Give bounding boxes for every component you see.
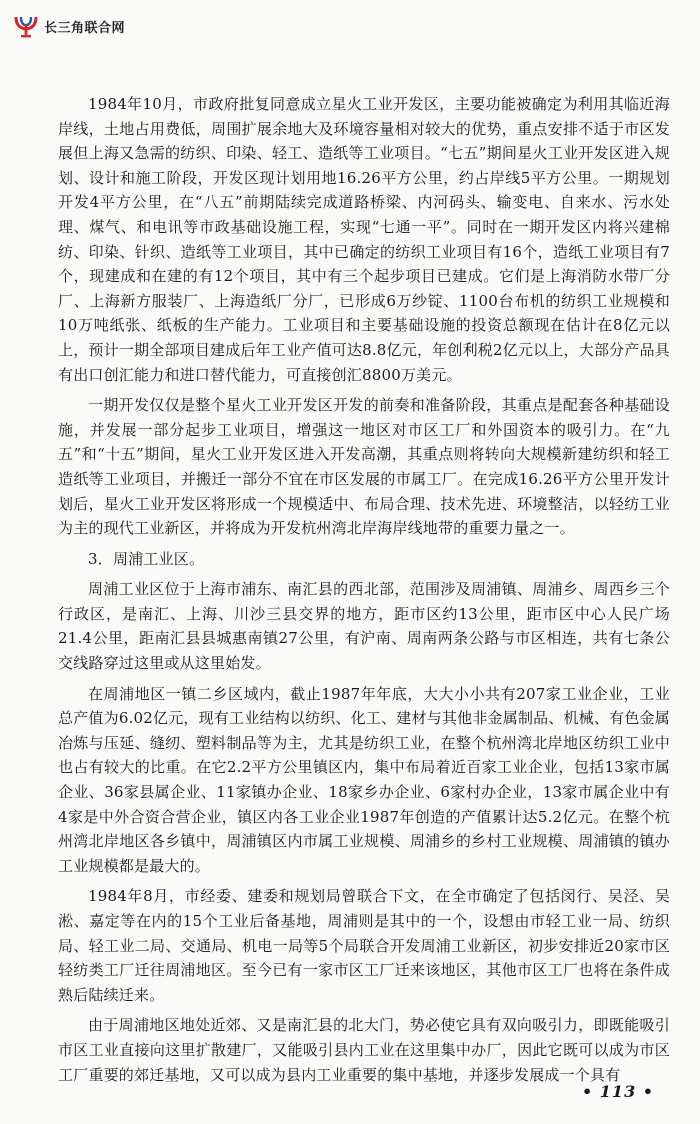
- paragraph: 由于周浦地区地处近郊、又是南汇县的北大门，势必使它具有双向吸引力，即既能吸引市区工业直接向这里扩散建厂，又能吸引县内工业在这里集中办厂，因此它既可以成为市区工厂重要的郊迁基地，又可以成为县内工业重要的集中基地，并逐步发展成一个具有: [58, 1016, 670, 1084]
- page-number: • 113 •: [582, 1082, 654, 1101]
- paragraph: 一期开发仅仅是整个星火工业开发区开发的前奏和准备阶段，其重点是配套各种基础设施，并发展一部分起步工业项目，增强这一地区对市区工厂和外国资本的吸引力。在“九五”和“十五”期间，星火工业开发区进入开发高潮，其重点则将转向大规模新建纺织和轻工造纸等工业项目，并搬迁一部分不宜在市区发展的市属工厂。在完成16.26平方公里开发计划后，星火工业开发区将形成一个规模适中、布局合理、技术先进、环境整洁，以轻纺工业为主的现代工业新区，并将成为开发杭州湾北岸海岸线地带的重要力量之一。: [58, 396, 670, 538]
- site-name: 长三角联合网: [44, 20, 126, 36]
- site-header: [12, 12, 125, 40]
- sanjiao-network-logo-icon: [12, 12, 40, 40]
- paragraph: 1984年10月，市政府批复同意成立星火工业开发区，主要功能被确定为利用其临近海岸线，土地占用费低，周围扩展余地大及环境容量相对较大的优势，重点安排不适于市区发展但上海又急需的纺织、印染、轻工、造纸等工业项目。“七五”期间星火工业开发区进入规划、设计和施工阶段，开发区现计划用地16.26平方公里，约占岸线5平方公里。一期规划开发4平方公里，在“八五”前期陆续完成道路桥梁、内河码头、输变电、自来水、污水处理、煤气、和电讯等市政基础设施工程，实现“七通一平”。同时在一期开发区内将兴建棉纺、印染、针织、造纸等工业项目，其中已确定的纺织工业项目有16个，造纸工业项目有7个，现建成和在建的有12个项目，其中有三个起步项目已建成。它们是上海消防水带厂分厂、上海新方服装厂、上海造纸厂分厂，已形成6万纱锭、1100台布机的纺织工业规模和10万吨纸张、纸板的生产能力。工业项目和主要基础设施的投资总额现在估计在8亿元以上，预计一期全部项目建成后年工业产值可达8.8亿元，年创利税2亿元以上，大部分产品具有出口创汇能力和进口替代能力，可直接创汇8800万美元。: [58, 95, 670, 384]
- paragraph: 在周浦地区一镇二乡区域内，截止1987年年底，大大小小共有207家工业企业，工业总产值为6.02亿元，现有工业结构以纺织、化工、建材与其他非金属制品、机械、有色金属冶炼与压延、缝纫、塑料制品等为主，尤其是纺织工业，在整个杭州湾北岸地区纺织工业中也占有较大的比重。在它2.2平方公里镇区内，集中布局着近百家工业企业，包括13家市属企业、36家县属企业、11家镇办企业、18家乡办企业、6家村办企业，13家市属企业中有4家是中外合资合营企业，镇区内各工业企业1987年创造的产值累计达5.2亿元。在整个杭州湾北岸地区各乡镇中，周浦镇区内市属工业规模、周浦乡的乡村工业规模、周浦镇的镇办工业规模都是最大的。: [58, 684, 670, 875]
- paragraph: 1984年8月，市经委、建委和规划局曾联合下文，在全市确定了包括闵行、吴泾、吴淞、嘉定等在内的15个工业后备基地，周浦则是其中的一个，设想由市轻工业一局、纺织局、轻工业二局、交通局、机电一局等5个局联合开发周浦工业新区，初步安排近20家市区轻纺类工厂迁往周浦地区。至今已有一家市区工厂迁来该地区，其他市区工厂也将在条件成熟后陆续迁来。: [58, 887, 670, 1004]
- section-heading: 3．周浦工业区。: [88, 549, 205, 568]
- paragraph: 周浦工业区位于上海市浦东、南汇县的西北部，范围涉及周浦镇、周浦乡、周西乡三个行政区，是南汇、上海、川沙三县交界的地方，距市区约13公里，距市区中心人民广场21.4公里，距南汇县县城惠南镇27公里，有沪南、周南两条公路与市区相连，共有七条公交线路穿过这里或从这里始发。: [58, 580, 670, 673]
- page-body: [58, 92, 670, 1093]
